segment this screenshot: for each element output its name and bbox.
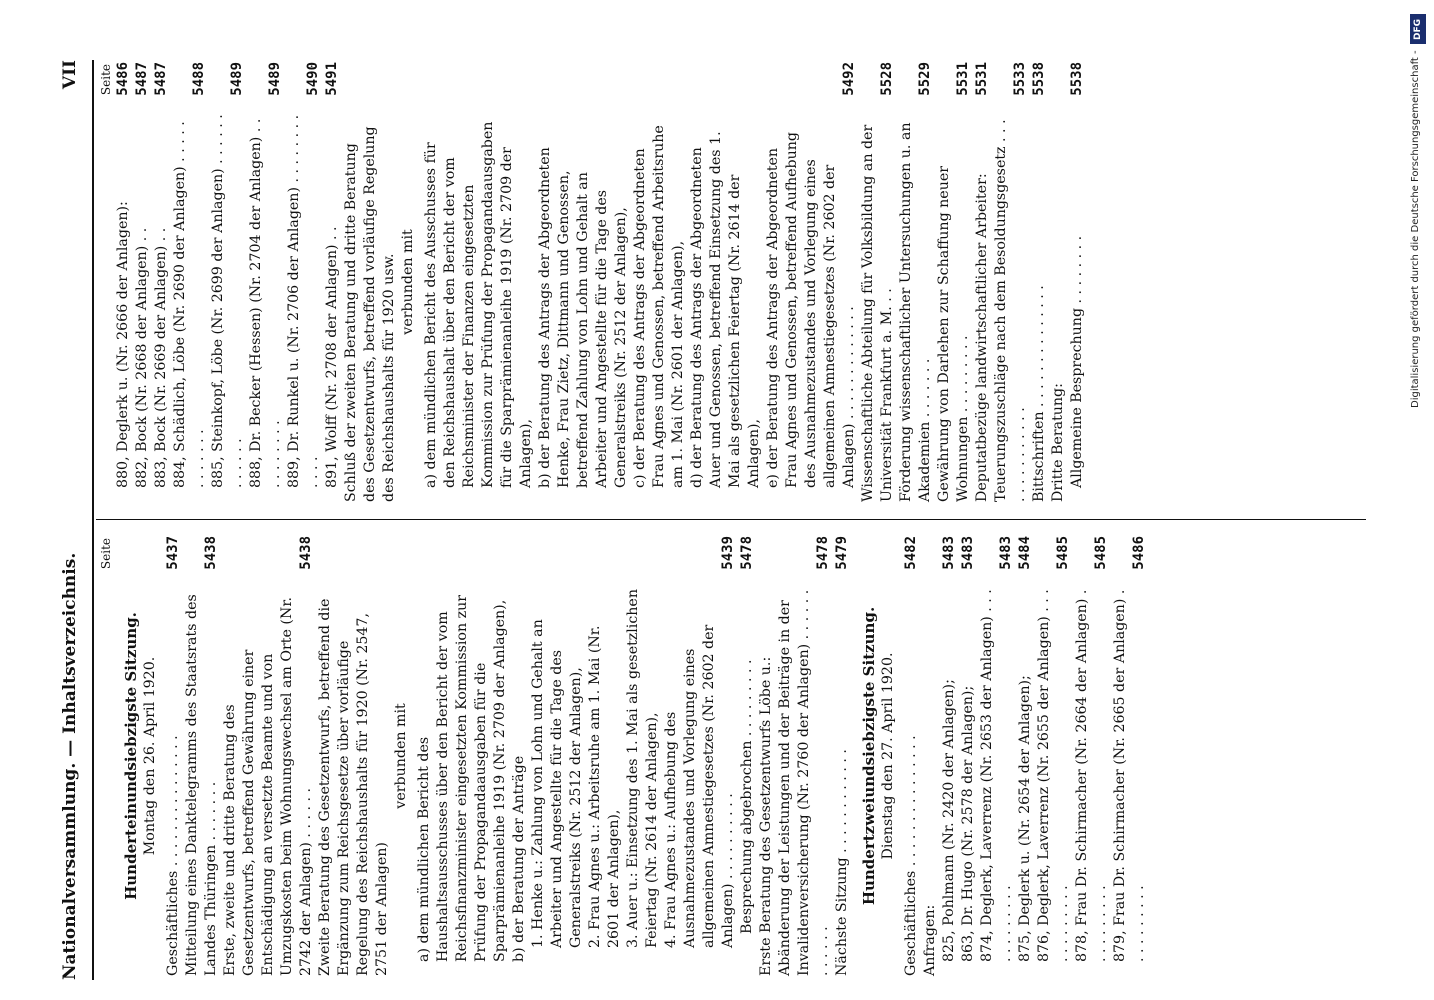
toc-entry-text: Förderung wissenschaftlicher Untersuchungen u. an Akademien . . . . . . . (898, 117, 933, 502)
toc-entry-text: b) der Beratung der Anträge (511, 755, 527, 962)
header-title: Nationalversammlung. — Inhaltsverzeichnis. (60, 552, 80, 980)
column-right (98, 62, 1087, 502)
toc-entry-text: 863, Dr. Hugo (Nr. 2578 der Anlagen); (960, 685, 976, 962)
digitization-credit (1410, 14, 1426, 408)
toc-entry-text: a) dem mündlichen Bericht des Haushaltsausschusses über den Bericht der vom Reichsfinanzminister eingesetzten Kommission zur Prüfung der Propagandaausgaben für die Sparprämienanleihe 1919 (Nr. 2709 der Anlagen), (416, 590, 508, 962)
session-date: Dienstag den 27. April 1920. (880, 652, 896, 860)
toc-entry-text: 2. Frau Agnes u.: Arbeitsruhe am 1. Mai (Nr. 2601 der Anlagen), (587, 620, 622, 948)
seite-label: Seite (99, 538, 113, 570)
toc-entry (247, 62, 285, 502)
column-divider (96, 519, 1366, 520)
toc-page-number: 5528 (879, 62, 895, 96)
toc-entry (164, 536, 183, 976)
toc-entry-text: d) der Beratung des Antrags der Abgeordneten Auer und Genossen, betreffend Einsetzung des 1. Mai als gesetzlichen Feiertag (Nr. 2614 der Anlagen), (689, 126, 762, 488)
toc-entry-text: Teuerungszuschläge nach dem Besoldungsgesetz . . . . . . . . . . . . . . (993, 114, 1028, 502)
toc-entry-text: Anfragen: (922, 904, 938, 976)
toc-page-number: 5487 (134, 62, 150, 96)
toc-entry (940, 536, 959, 976)
toc-entry (757, 536, 833, 976)
seite-label: Seite (99, 64, 113, 96)
toc-entry-text: 883, Bock (Nr. 2669 der Anlagen) . . (153, 227, 169, 488)
toc-entry (152, 62, 171, 502)
toc-entry (631, 62, 688, 502)
toc-entry (285, 62, 323, 502)
toc-page-number: 5486 (1131, 536, 1147, 570)
toc-page-number: 5538 (1031, 62, 1047, 96)
toc-entry-text: Gewährung von Darlehen zur Schaffung neuer Wohnungen . . . . . . . . . (936, 161, 971, 502)
toc-page-number: 5529 (917, 62, 933, 96)
toc-entry-text: Schluß der zweiten Beratung und dritte Beratung des Gesetzentwurfs, betreffend vorläufige Regelung des Reichshaushalts für 1920 usw. (343, 121, 397, 502)
toc-entry (323, 62, 342, 502)
toc-entry (422, 62, 536, 502)
toc-entry-text: 882, Bock (Nr. 2668 der Anlagen) . . (134, 227, 150, 488)
toc-page-number: 5488 (191, 62, 207, 96)
toc-entry-text: 888, Dr. Becker (Hessen) (Nr. 2704 der Anlagen) . . . . . . . . . . (248, 114, 283, 488)
column-left (98, 536, 1149, 976)
toc-entry (1035, 536, 1073, 976)
header-rule (92, 60, 94, 980)
toc-entry-text: Besprechung abgebrochen . . . . . . . . . (739, 659, 755, 934)
toc-entry-text: Dritte Beratung: (1050, 383, 1066, 502)
toc-entry (1068, 62, 1087, 502)
toc-page-number: 5478 (739, 536, 755, 570)
toc-page-number: 5490 (305, 62, 321, 96)
document-page (0, 40, 1380, 1000)
toc-entry-text: 1. Henke u.: Zahlung von Lohn und Gehalt an Arbeiter und Angestellte für die Tage des Generalstreiks (Nr. 2512 der Anlagen), (530, 614, 584, 948)
session-date: Montag den 26. April 1920. (142, 656, 158, 856)
toc-entry (1030, 62, 1049, 502)
toc-page-number: 5487 (153, 62, 169, 96)
toc-entry-text: Bittschriften . . . . . . . . . . . . . . (1031, 285, 1047, 502)
toc-entry (624, 536, 662, 976)
toc-page-number: 5531 (974, 62, 990, 96)
toc-entry-text: 3. Auer u.: Einsetzung des 1. Mai als gesetzlichen Feiertag (Nr. 2614 der Anlagen), (625, 584, 660, 948)
toc-page-number: 5438 (298, 536, 314, 570)
toc-entry (935, 62, 973, 502)
toc-entry (586, 536, 624, 976)
toc-entry (316, 536, 392, 976)
toc-entry (921, 536, 940, 976)
toc-page-number: 5491 (324, 62, 340, 96)
toc-page-number: 5482 (903, 536, 919, 570)
toc-entry-text: 880, Deglerk u. (Nr. 2666 der Anlagen): (115, 201, 131, 488)
toc-entry-text: 885, Steinkopf, Löbe (Nr. 2699 der Anlagen) . . . . . . . . . . . . (210, 109, 245, 488)
session-heading: Hundertzweiundsiebzigste Sitzung. (860, 606, 878, 906)
toc-entry-text: Nächste Sitzung . . . . . . . . . . . . (834, 749, 850, 976)
toc-page-number: 5538 (1069, 62, 1085, 96)
toc-page-number: 5479 (834, 536, 850, 570)
toc-page-number: 5533 (1012, 62, 1028, 96)
dfg-logo: DFG (1410, 14, 1426, 44)
toc-entry-text: 876, Deglerk, Laverrenz (Nr. 2655 der Anlagen) . . . . . . . . . . . . (1036, 584, 1071, 962)
toc-entry-text: Wissenschaftliche Abteilung für Volksbildung an der Universität Frankfurt a. M. . . (860, 120, 895, 502)
toc-entry-text: Erste, zweite und dritte Beratung des Gesetzentwurfs, betreffend Gewährung einer Entschädigung an versetzte Beamte und von Umzugskosten beim Wohnungswechsel am Orte (Nr. 2742 der Anlagen) . . . . . . (222, 592, 314, 976)
toc-page-number: 5486 (115, 62, 131, 96)
connector-text: verbunden mit (400, 229, 416, 335)
toc-page-number: 5483 (998, 536, 1014, 570)
toc-page-number: 5531 (955, 62, 971, 96)
toc-page-number: 5439 (720, 536, 736, 570)
toc-entry (992, 62, 1030, 502)
page-number: VII (60, 60, 80, 90)
toc-entry (959, 536, 978, 976)
toc-entry (171, 62, 209, 502)
toc-entry-text: 891, Wolff (Nr. 2708 der Anlagen) . . (324, 226, 340, 488)
toc-page-number: 5492 (841, 62, 857, 96)
toc-page-number: 5489 (229, 62, 245, 96)
toc-page-number: 5489 (267, 62, 283, 96)
toc-page-number: 5438 (203, 536, 219, 570)
toc-entry-text: 875, Deglerk u. (Nr. 2654 der Anlagen); (1017, 675, 1033, 962)
toc-entry (764, 62, 859, 502)
session-heading: Hunderteinundsiebzigste Sitzung. (122, 612, 140, 900)
toc-entry (859, 62, 897, 502)
toc-page-number: 5483 (941, 536, 957, 570)
toc-entry (183, 536, 221, 976)
toc-page-number: 5483 (960, 536, 976, 570)
toc-entry (897, 62, 935, 502)
toc-entry-text: Geschäftliches . . . . . . . . . . . . . . . (903, 735, 919, 976)
toc-page-number: 5484 (1017, 536, 1033, 570)
toc-entry (833, 536, 852, 976)
toc-entry (973, 62, 992, 502)
toc-entry-text: 825, Pohlmann (Nr. 2420 der Anlagen); (941, 679, 957, 962)
toc-entry (902, 536, 921, 976)
page-header (60, 60, 92, 980)
toc-entry-text: c) der Beratung des Antrags der Abgeordneten Frau Agnes und Genossen, betreffend Arbeitsruhe am 1. Mai (Nr. 2601 der Anlagen), (632, 120, 686, 488)
toc-entry-text: b) der Beratung des Antrags der Abgeordneten Henke, Frau Zietz, Dittmann und Genossen, betreffend Zahlung von Lohn und Gehalt an Arbeiter und Angestellte für die Tage des Generalstreiks (Nr. 2512 der Anlagen), (537, 142, 629, 488)
connector-text: verbunden mit (393, 703, 409, 809)
toc-page-number: 5485 (1055, 536, 1071, 570)
toc-entry-text: Mitteilung eines Danktelegramms des Staatsrats des Landes Thüringen . . . . . . . (184, 589, 219, 976)
toc-entry-text: 878, Frau Dr. Schirmacher (Nr. 2664 der Anlagen) . . . . . . . . . . (1074, 585, 1109, 962)
toc-entry (1016, 536, 1035, 976)
toc-entry-text: Geschäftliches . . . . . . . . . . . . . . . (165, 735, 181, 976)
toc-entry-text: a) dem mündlichen Bericht des Ausschusses für den Reichshaushalt über den Bericht der vom Reichsminister der Finanzen eingesetzten Kommission zur Prüfung der Propagandaausgaben für die Sparprämienanleihe 1919 (Nr. 2709 der Anlagen), (423, 117, 534, 488)
toc-entry (1049, 62, 1068, 502)
toc-entry (209, 62, 247, 502)
toc-entry (738, 536, 757, 976)
toc-entry (133, 62, 152, 502)
toc-entry (415, 536, 510, 976)
toc-entry-text: Deputatbezüge landwirtschaftlicher Arbeiter: (974, 173, 990, 502)
toc-entry (688, 62, 764, 502)
toc-entry (114, 62, 133, 502)
toc-page-number: 5478 (815, 536, 831, 570)
toc-entry (529, 536, 586, 976)
toc-entry (536, 62, 631, 502)
toc-entry (1111, 536, 1149, 976)
toc-entry-text: 4. Frau Agnes u.: Aufhebung des Ausnahmezustandes und Vorlegung eines allgemeinen Amnestiegesetzes (Nr. 2602 der Anlagen) . . . . . . . . . . (663, 620, 736, 948)
toc-entry-text: 889, Dr. Runkel u. (Nr. 2706 der Anlagen) . . . . . . . . . . . . (286, 110, 321, 488)
toc-entry (221, 536, 316, 976)
toc-entry-text: Allgemeine Besprechung . . . . . . . . (1069, 235, 1085, 488)
toc-entry-text: 884, Schädlich, Löbe (Nr. 2690 der Anlagen) . . . . . . . . . . . . (172, 116, 207, 488)
toc-entry-text: 874, Deglerk, Laverrenz (Nr. 2653 der Anlagen) . . . . . . . . . . . . (979, 584, 1014, 962)
toc-entry (1073, 536, 1111, 976)
toc-page-number: 5437 (165, 536, 181, 570)
credit-text: Digitalisierung gefördert durch die Deutsche Forschungsgemeinschaft - (1410, 50, 1421, 408)
toc-entry-text: Erste Beratung des Gesetzentwurfs Löbe u.: Abänderung der Leistungen und der Beiträge in der Invalidenversicherung (Nr. 2760 der Anlagen) . . . . . . . . . . . . (758, 585, 831, 976)
toc-entry (510, 536, 529, 976)
toc-entry-text: Zweite Beratung des Gesetzentwurfs, betreffend die Ergänzung zum Reichsgesetze über vorläufige Regelung des Reichshaushalts für 1920 (Nr. 2547, 2751 der Anlagen) (317, 594, 390, 976)
toc-entry (342, 62, 399, 502)
toc-entry-text: 879, Frau Dr. Schirmacher (Nr. 2665 der Anlagen) . . . . . . . . . . (1112, 585, 1147, 962)
toc-entry-text: e) der Beratung des Antrags der Abgeordneten Frau Agnes und Genossen, betreffend Aufhebung des Ausnahmezustandes und Vorlegung eines allgemeinen Amnestiegesetzes (Nr. 2602 der Anlagen) . . . . . . . . . . . . . (765, 127, 857, 488)
toc-entry (978, 536, 1016, 976)
toc-page-number: 5485 (1093, 536, 1109, 570)
toc-entry (662, 536, 738, 976)
